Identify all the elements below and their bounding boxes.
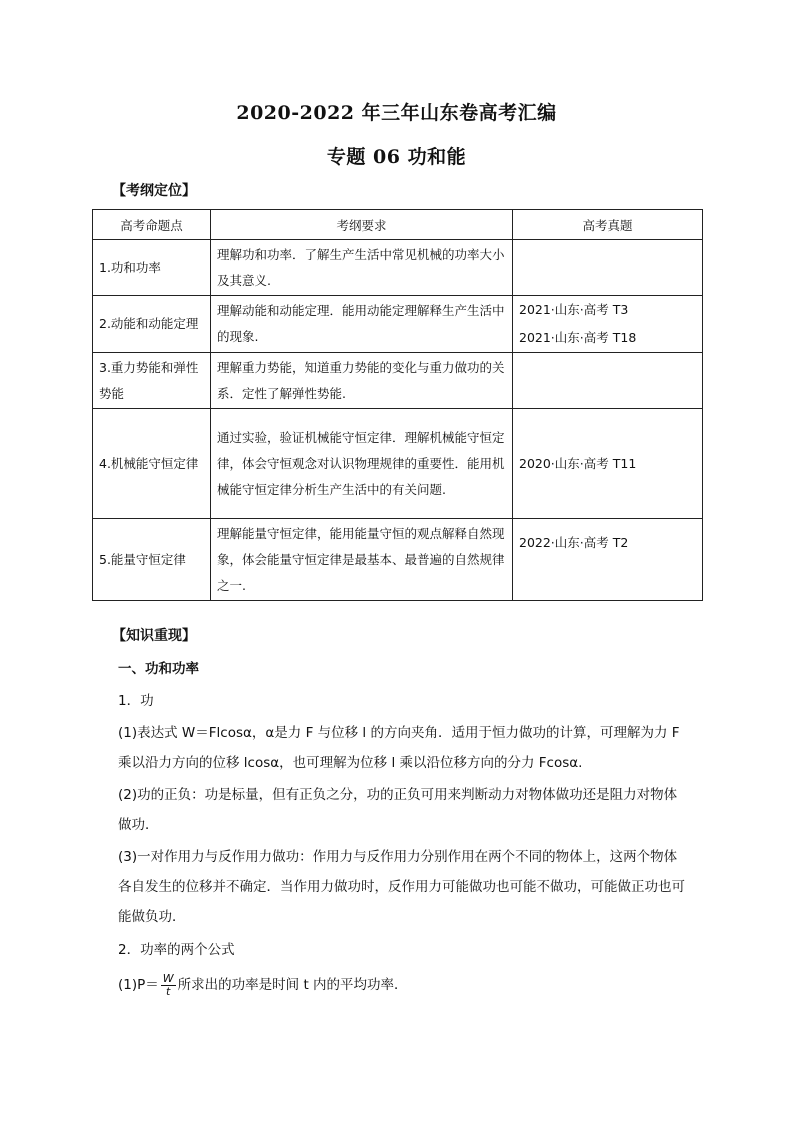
exam-item: 2021·山东·高考 T18 xyxy=(519,330,637,345)
fraction-w-over-t xyxy=(161,973,176,998)
header-topic: 高考命题点 xyxy=(93,210,211,240)
table-row xyxy=(93,519,703,601)
topic-cell: 1.功和功率 xyxy=(93,240,211,296)
requirement-cell: 理解动能和动能定理．能用动能定理解释生产生活中的现象. xyxy=(211,296,513,353)
exam-item: 2021·山东·高考 T3 xyxy=(519,302,629,317)
item-power-formulas: 2．功率的两个公式 xyxy=(118,942,235,958)
requirement-cell: 理解重力势能，知道重力势能的变化与重力做功的关系．定性了解弹性势能. xyxy=(211,353,513,409)
exam-cell xyxy=(513,409,703,519)
header-exam: 高考真题 xyxy=(513,210,703,240)
fraction-denominator: t xyxy=(166,984,171,998)
paragraph-expression: (1)表达式 W＝Flcosα，α是力 F 与位移 l 的方向夹角．适用于恒力做功的计算，可理解为力 F 乘以沿力方向的位移 lcosα，也可理解为位移 l 乘以沿位移方向的分力 Fcosα. xyxy=(118,725,680,771)
exam-cell xyxy=(513,519,703,601)
exam-cell xyxy=(513,353,703,409)
section-heading-knowledge: 【知识重现】 xyxy=(112,628,196,644)
table-row xyxy=(93,353,703,409)
document-subtitle: 专题 06 功和能 xyxy=(326,146,467,168)
table-row xyxy=(93,296,703,353)
paragraph-action-reaction: (3)一对作用力与反作用力做功：作用力与反作用力分别作用在两个不同的物体上，这两个物体各自发生的位移并不确定．当作用力做功时，反作用力可能做功也可能不做功，可能做正功也可能做负功． xyxy=(118,849,685,925)
table-row xyxy=(93,240,703,296)
requirement-cell: 理解功和功率．了解生产生活中常见机械的功率大小及其意义. xyxy=(211,240,513,296)
exam-item: 2020·山东·高考 T11 xyxy=(519,455,637,471)
exam-item: 2022·山东·高考 T2 xyxy=(519,535,629,550)
requirement-cell: 理解能量守恒定律，能用能量守恒的观点解释自然现象，体会能量守恒定律是最基本、最普遍的自然规律之一. xyxy=(211,519,513,601)
item-work: 1．功 xyxy=(118,693,154,709)
topic-cell: 3.重力势能和弹性势能 xyxy=(93,353,211,409)
topic-cell: 5.能量守恒定律 xyxy=(93,519,211,601)
paragraph-sign-of-work: (2)功的正负：功是标量，但有正负之分，功的正负可用来判断动力对物体做功还是阻力对物体做功． xyxy=(118,787,678,833)
header-requirement: 考纲要求 xyxy=(211,210,513,240)
table-header-row xyxy=(93,210,703,240)
section-heading-syllabus: 【考纲定位】 xyxy=(112,183,196,199)
heading-work-and-power: 一、功和功率 xyxy=(118,661,199,677)
topic-cell: 4.机械能守恒定律 xyxy=(93,409,211,519)
syllabus-table xyxy=(92,209,703,601)
formula-suffix: 所求出的功率是时间 t 内的平均功率． xyxy=(177,977,408,993)
requirement-cell: 通过实验，验证机械能守恒定律．理解机械能守恒定律，体会守恒观念对认识物理规律的重要性．能用机械能守恒定律分析生产生活中的有关问题. xyxy=(211,409,513,519)
topic-cell: 2.动能和动能定理 xyxy=(93,296,211,353)
document-title: 2020-2022 年三年山东卷高考汇编 xyxy=(236,102,557,124)
exam-cell xyxy=(513,296,703,353)
exam-cell xyxy=(513,240,703,296)
formula-prefix: (1)P＝ xyxy=(118,977,159,993)
paragraph-average-power xyxy=(118,970,688,1000)
fraction-numerator: W xyxy=(162,971,174,985)
table-row xyxy=(93,409,703,519)
